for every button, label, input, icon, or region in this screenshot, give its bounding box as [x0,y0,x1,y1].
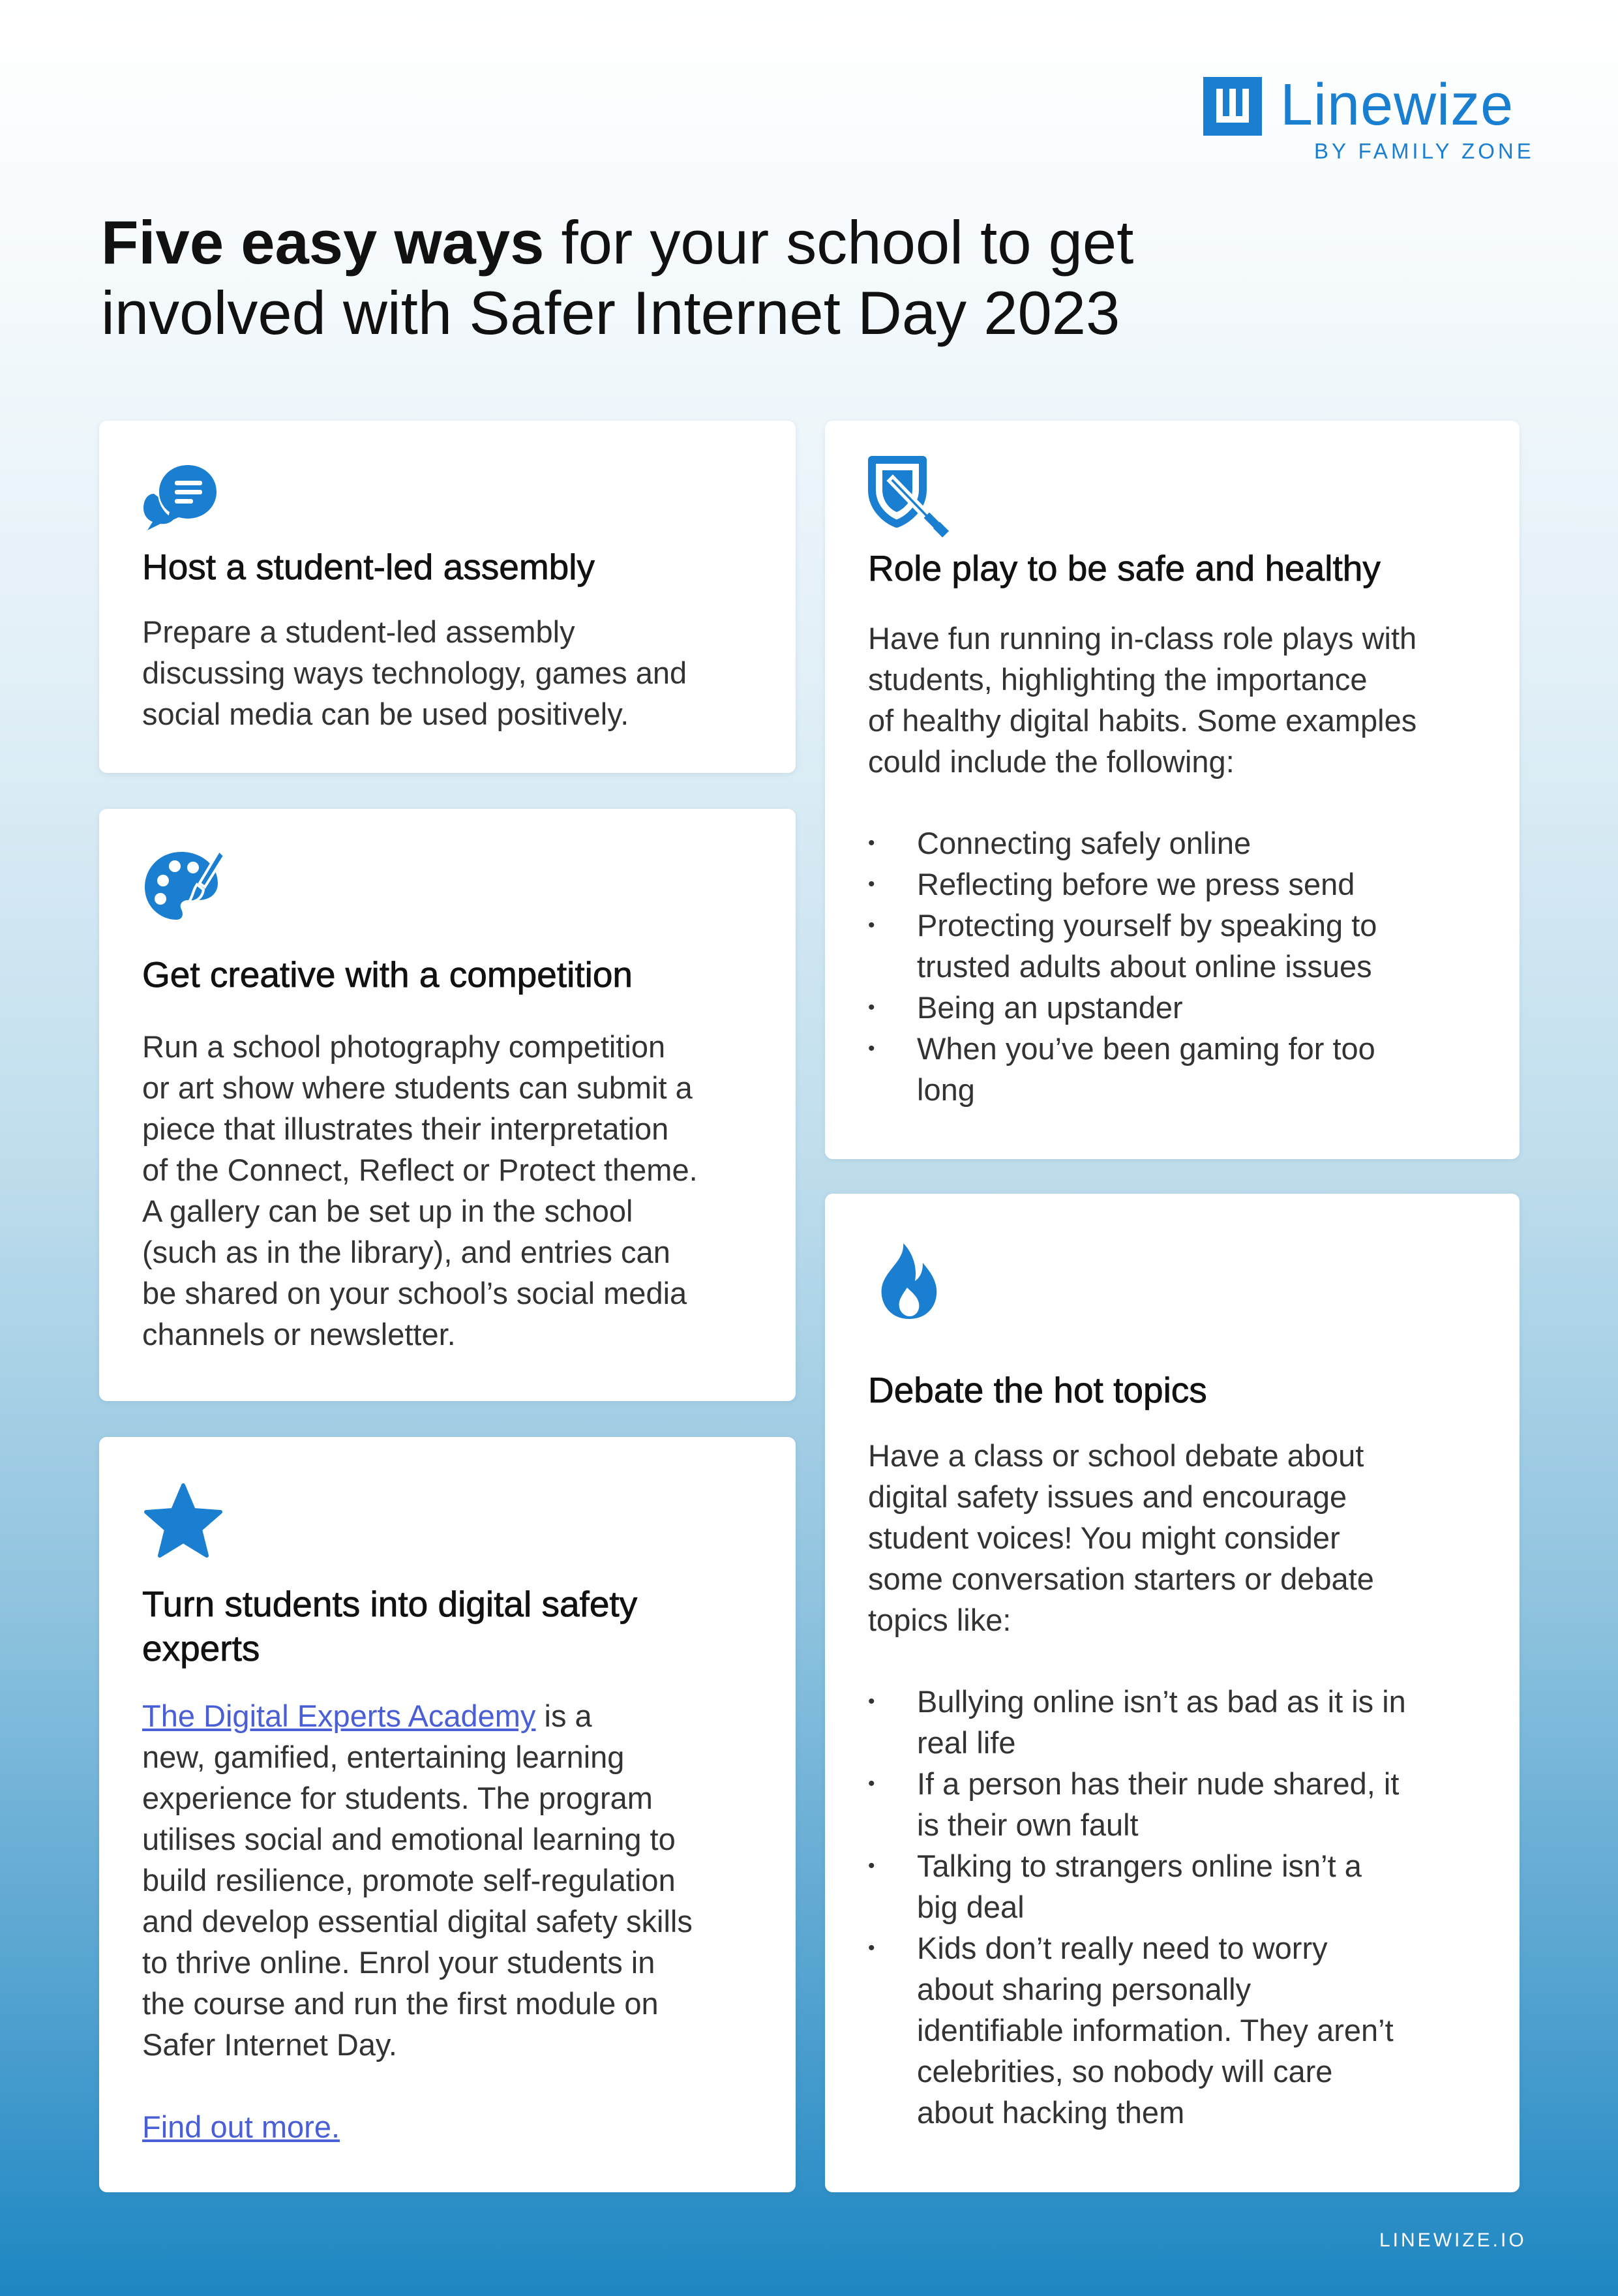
linewize-logo-icon [1203,77,1262,136]
competition-body-line: of the Connect, Reflect or Protect theme. [142,1153,698,1187]
card-debate [825,1194,1520,2192]
debate-body-line: digital safety issues and encourage [868,1479,1347,1514]
list-item-line: identifiable information. They aren’t [917,2013,1394,2047]
assembly-body-line: discussing ways technology, games and [142,656,687,690]
assembly-body [142,611,687,734]
footer-url[interactable]: LINEWIZE.IO [1379,2229,1527,2251]
flame-icon [867,1241,951,1325]
experts-body-line: new, gamified, entertaining learning [142,1740,625,1774]
list-item-line: • Bullying online isn’t as bad as it is in [917,1684,1406,1719]
competition-body-line: A gallery can be set up in the school [142,1194,633,1228]
roleplay-list [868,823,1377,1110]
debate-heading: Debate the hot topics [868,1370,1207,1410]
list-item [868,1681,1406,1763]
assembly-body-line: social media can be used positively. [142,697,629,731]
card-assembly [99,421,796,773]
list-item [868,987,1377,1028]
list-item-line: trusted adults about online issues [917,949,1372,984]
experts-body-line: experience for students. The program [142,1781,653,1815]
brand-tagline: BY FAMILY ZONE [1314,139,1535,163]
find-out-more-link[interactable]: Find out more. [142,2109,340,2144]
list-item [868,1845,1406,1927]
list-item-line: is their own fault [917,1807,1139,1842]
experts-heading-line1: Turn students into digital safety [142,1584,638,1624]
competition-body-line: piece that illustrates their interpretation [142,1111,669,1146]
shield-sword-icon [867,455,951,539]
experts-body-line: to thrive online. Enrol your students in [142,1945,655,1980]
roleplay-heading: Role play to be safe and healthy [868,548,1381,588]
experts-body-text: is a [535,1699,592,1733]
debate-body-line: topics like: [868,1603,1011,1637]
list-item [868,864,1377,905]
page-title-bold: Five easy ways [101,208,545,277]
brand-name: Linewize [1280,72,1514,138]
list-item [868,1927,1406,2133]
experts-body-first-line [142,1695,693,1736]
list-item-line: • Reflecting before we press send [917,867,1355,901]
competition-body-line: Run a school photography competition [142,1029,666,1064]
list-item-line: real life [917,1725,1016,1760]
list-item [868,823,1377,864]
roleplay-body [868,618,1416,782]
experts-body [142,1695,693,2147]
experts-body-line: Safer Internet Day. [142,2027,397,2062]
competition-body-line: be shared on your school’s social media [142,1276,687,1310]
list-item-line: big deal [917,1890,1025,1924]
competition-heading: Get creative with a competition [142,954,633,995]
brand-logo [1203,72,1542,168]
assembly-heading: Host a student-led assembly [142,547,595,587]
debate-body [868,1435,1374,1640]
debate-body-line: some conversation starters or debate [868,1562,1374,1596]
page-title-line1 [101,207,1405,278]
experts-body-line: the course and run the first module on [142,1986,659,2021]
chat-bubbles-icon [141,455,226,539]
roleplay-body-line: of healthy digital habits. Some examples [868,703,1417,738]
list-item-line: • Connecting safely online [917,826,1251,860]
list-item-line: about sharing personally [917,1972,1251,2006]
assembly-body-line: Prepare a student-led assembly [142,614,575,649]
list-item [868,905,1377,987]
card-competition [99,809,796,1401]
card-roleplay [825,421,1520,1159]
list-item-line: celebrities, so nobody will care [917,2054,1333,2089]
list-item [868,1763,1406,1845]
debate-list [868,1681,1406,2133]
competition-body-line: (such as in the library), and entries can [142,1235,670,1269]
list-item-line: • Talking to strangers online isn’t a [917,1849,1362,1883]
roleplay-body-line: could include the following: [868,744,1235,779]
list-item-line: about hacking them [917,2095,1185,2130]
page-title [101,207,1405,348]
experts-body-line: and develop essential digital safety skills [142,1904,693,1939]
roleplay-body-line: students, highlighting the importance [868,662,1368,697]
competition-body-line: channels or newsletter. [142,1317,456,1352]
experts-body-line: utilises social and emotional learning to [142,1822,676,1856]
experts-body-line: build resilience, promote self-regulation [142,1863,676,1897]
experts-heading [142,1582,637,1670]
debate-body-line: student voices! You might consider [868,1520,1340,1555]
list-item-line: • Kids don’t really need to worry [917,1931,1328,1965]
list-item-line: • Protecting yourself by speaking to [917,908,1377,943]
debate-body-line: Have a class or school debate about [868,1438,1364,1473]
list-item-line: • If a person has their nude shared, it [917,1766,1400,1801]
list-item-line: • When you’ve been gaming for too [917,1031,1375,1066]
palette-icon [141,847,226,931]
roleplay-body-line: Have fun running in-class role plays with [868,621,1417,656]
list-item-line: • Being an upstander [917,990,1183,1025]
list-item-line: long [917,1072,975,1107]
page-title-rest: for your school to get [544,208,1134,277]
list-item [868,1028,1377,1110]
star-icon [141,1480,226,1565]
digital-experts-academy-link[interactable]: The Digital Experts Academy [142,1699,536,1733]
experts-heading-line2: experts [142,1628,260,1669]
competition-body-line: or art show where students can submit a [142,1070,693,1105]
card-experts [99,1437,796,2192]
competition-body [142,1026,698,1355]
page-title-line2: involved with Safer Internet Day 2023 [101,279,1120,347]
